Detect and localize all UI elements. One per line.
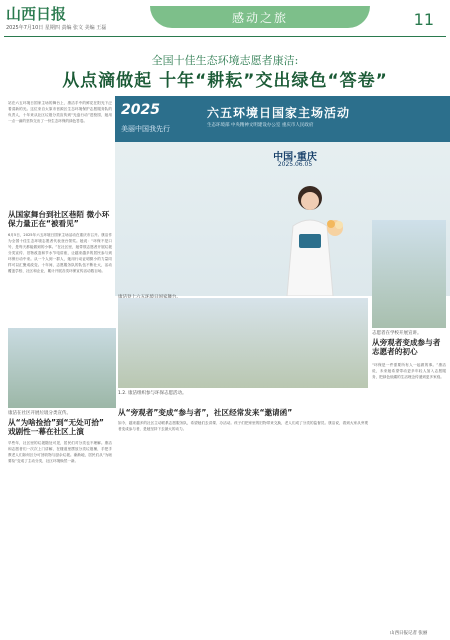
community-photo-caption: 康洁在社区开展垃圾分类宣传。: [8, 411, 71, 416]
byline: 山西日报记者 张丽: [390, 631, 428, 636]
event-organizers: 生态环境部 中央精神文明建设办公室 重庆市人民政府: [207, 123, 314, 128]
masthead: [0, 0, 450, 38]
event-brand: 美丽中国我先行: [121, 125, 170, 133]
section3-body: [118, 420, 368, 634]
section2-heading: 从“为啥捡拾”到“无处可拾” 戏剧性一幕在社区上演: [8, 418, 104, 436]
section2-text: 早些年，社区里的垃圾随处可见，居民们对分类也不理解。康洁和志愿者们一次次上门讲解，在楼道里摆放分类垃圾桶，手把手教老人们如何区分可回收物与厨余垃圾。渐渐地，居民们从“为啥要捡”变成了主动分类，社区环境焕然一新。: [8, 441, 112, 463]
section4-body: [372, 362, 446, 624]
event-place: 中国·重庆: [273, 152, 317, 163]
section4-text: “环保是一件需要所有人一起做的事。”康洁说，未来她希望带动更多年轻人加入志愿服务，把绿色低碳的生活理念传递到更多家庭。: [372, 363, 446, 379]
event-date: 2025.06.05: [277, 161, 313, 168]
section4-heading: 从旁观者变成参与者 志愿者的初心: [372, 338, 441, 356]
activity-photo: [118, 298, 368, 388]
page-number: 11: [413, 10, 434, 29]
event-year: 2025: [121, 102, 160, 118]
section-banner: [150, 6, 370, 28]
issue-line: 2025年7月10日 星期四 责编 张文 美编 王磊: [6, 25, 107, 31]
article-subtitle: 全国十佳生态环境志愿者康洁:: [151, 54, 299, 67]
community-photo: [8, 328, 116, 408]
honoree-figure: [265, 176, 355, 296]
school-photo-caption: 志愿者在学校开展宣讲。: [372, 331, 422, 336]
section1-body: [8, 232, 112, 324]
event-title: 六五环境日国家主场活动: [207, 106, 351, 120]
school-photo: [372, 220, 446, 328]
section3-text: 如今，越来越多的社区主动联系志愿服务队，希望她们去讲课、办活动。孩子们把家里的旧物带来交换，老人们成了分类的监督员。康洁说，看到大家从旁观者变成参与者，是她坚持下去最大的动力。: [118, 421, 368, 431]
section1-text: 6月5日，2025年六五环境日国家主场活动在重庆市召开。康洁作为全国十佳生态环境志愿者代表登台领奖。她说：“环保不是口号，是每天都能做到的小事。”在社区里，她带领志愿者开展垃圾分类宣传、旧物改造和节水节电讲座，让越来越多的居民参与到环保行动中来。从一个人到一群人，她用行动证明微小的力量同样可以汇聚成改变。十年间，志愿服务队的队伍不断壮大，活动覆盖学校、社区和企业，累计开展各类环保宣传活动数百场。: [8, 233, 112, 273]
lead-text: 站在六五环境日国家主场的舞台上，康洁手中的鲜花在阳光下泛着清新的光。这位来自太原市晋源区生态环境保护志愿服务队的负责人，十年来从社区垃圾分类宣传到“光盘行动”进校园，她用一点一滴的坚持交出了一份生态环保的绿色答卷。: [8, 101, 112, 123]
section3-heading: 从“旁观者”变成“参与者”，社区经常发来“邀请函”: [118, 408, 293, 417]
activity-photo-caption: 1.2. 康洁组织参与环保志愿活动。: [118, 391, 187, 396]
lead-paragraph: [8, 100, 112, 204]
section2-body: [8, 440, 112, 636]
section1-heading: 从国家舞台到社区巷陌 微小环保力量正在“被看见”: [8, 210, 110, 228]
article-headline: 从点滴做起 十年“耕耘”交出绿色“答卷”: [62, 71, 388, 91]
newspaper-logo: 山西日报: [6, 5, 67, 23]
header-rule: [4, 36, 446, 37]
section-banner-title: 感动之旅: [231, 11, 288, 25]
